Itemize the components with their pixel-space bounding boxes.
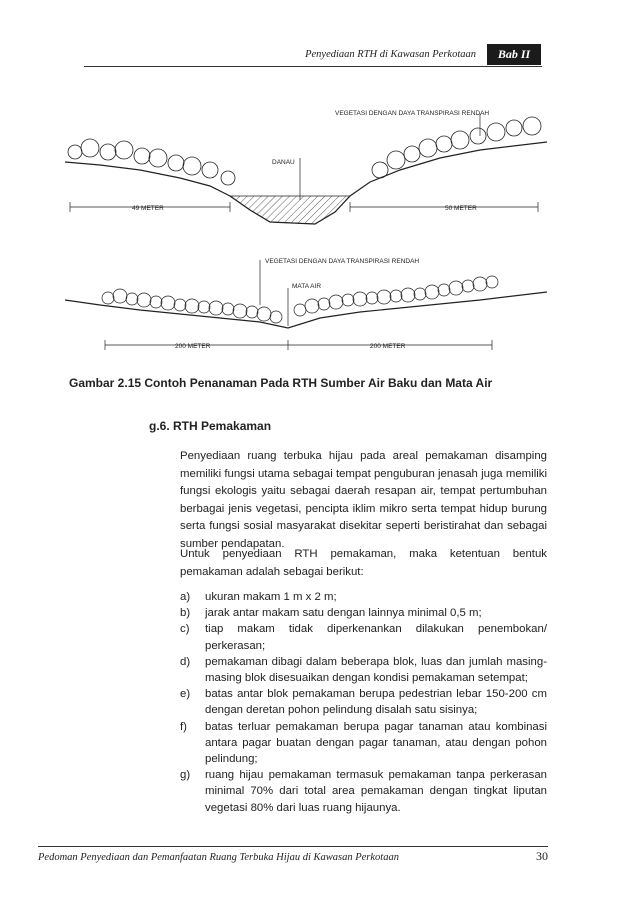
list-text: pemakaman dibagi dalam beberapa blok, luas dan jumlah masing-masing blok disesuaikan dengan kondisi pemakaman setempat; xyxy=(205,655,547,685)
list-text: jarak antar makam satu dengan lainnya minimal 0,5 m; xyxy=(205,607,482,620)
list-item xyxy=(180,589,547,605)
list-item xyxy=(180,654,547,686)
list-item xyxy=(180,621,547,653)
list-marker: b) xyxy=(180,607,191,620)
list-text: ruang hijau pemakaman termasuk pemakaman tanpa perkerasan minimal 70% dari total area pemakaman dengan tingkat liputan vegetasi 80% dari luas ruang hijaunya. xyxy=(205,769,547,814)
list-marker: a) xyxy=(180,591,191,603)
label-veg-top: VEGETASI DENGAN DAYA TRANSPIRASI RENDAH xyxy=(335,110,490,117)
requirements-list xyxy=(180,589,547,816)
list-marker: f) xyxy=(180,720,187,733)
footer-rule xyxy=(38,846,548,847)
cross-section-drawing xyxy=(60,100,550,360)
label-danau: DANAU xyxy=(272,159,295,166)
list-text: tiap makam tidak diperkenankan dilakukan penembokan/ perkerasan; xyxy=(205,623,547,652)
list-text: ukuran makam 1 m x 2 m; xyxy=(205,591,337,603)
list-marker: c) xyxy=(180,623,190,636)
list-item xyxy=(180,686,547,718)
list-item xyxy=(180,767,547,816)
footer-title: Pedoman Penyediaan dan Pemanfaatan Ruang Terbuka Hijau di Kawasan Perkotaan xyxy=(38,852,399,863)
list-item xyxy=(180,605,547,621)
paragraph-2: Untuk penyediaan RTH pemakaman, maka ketentuan bentuk pemakaman adalah sebagai berikut: xyxy=(180,548,547,578)
page-number: 30 xyxy=(536,849,548,863)
label-veg-bottom: VEGETASI DENGAN DAYA TRANSPIRASI RENDAH xyxy=(265,258,420,265)
label-mata-air: MATA AIR xyxy=(292,283,322,290)
section-heading: g.6. RTH Pemakaman xyxy=(149,419,272,433)
list-marker: d) xyxy=(180,655,191,668)
figure-caption: Gambar 2.15 Contoh Penanaman Pada RTH Sumber Air Baku dan Mata Air xyxy=(69,376,493,390)
paragraph-1: Penyediaan ruang terbuka hijau pada areal pemakaman disamping memiliki fungsi utama sebagai tempat penguburan jenasah juga memiliki fungsi ekologis yaitu sebagai daerah resapan air, tempat pertumbuhan berbagai jenis vegetasi, pencipta iklim mikro serta tempat hidup burung serta fungsi sosial masyarakat disekitar seperti beristirahat dan sebagai sumber pendapatan. xyxy=(180,450,547,550)
label-left-dim: 49 METER xyxy=(132,205,164,212)
cross-section-figure xyxy=(60,100,550,360)
list-text: batas antar blok pemakaman berupa pedestrian lebar 150-200 cm dengan deretan pohon pelindung disalah satu sisinya; xyxy=(205,688,547,717)
label-bottom-left-dim: 200 METER xyxy=(175,343,211,350)
list-marker: e) xyxy=(180,688,191,701)
header-rule xyxy=(84,66,542,67)
list-text: batas terluar pemakaman berupa pagar tanaman atau kombinasi antara pagar buatan dengan pagar tanaman, atau dengan pohon pelindung; xyxy=(205,720,547,766)
label-bottom-right-dim: 200 METER xyxy=(370,343,406,350)
label-right-dim: 50 METER xyxy=(445,205,477,212)
list-item xyxy=(180,719,547,768)
chapter-tab: Bab II xyxy=(487,44,541,65)
list-marker: g) xyxy=(180,769,191,782)
spring-section xyxy=(65,258,547,350)
running-header-title: Penyediaan RTH di Kawasan Perkotaan xyxy=(305,49,476,60)
lake-section xyxy=(65,110,547,224)
